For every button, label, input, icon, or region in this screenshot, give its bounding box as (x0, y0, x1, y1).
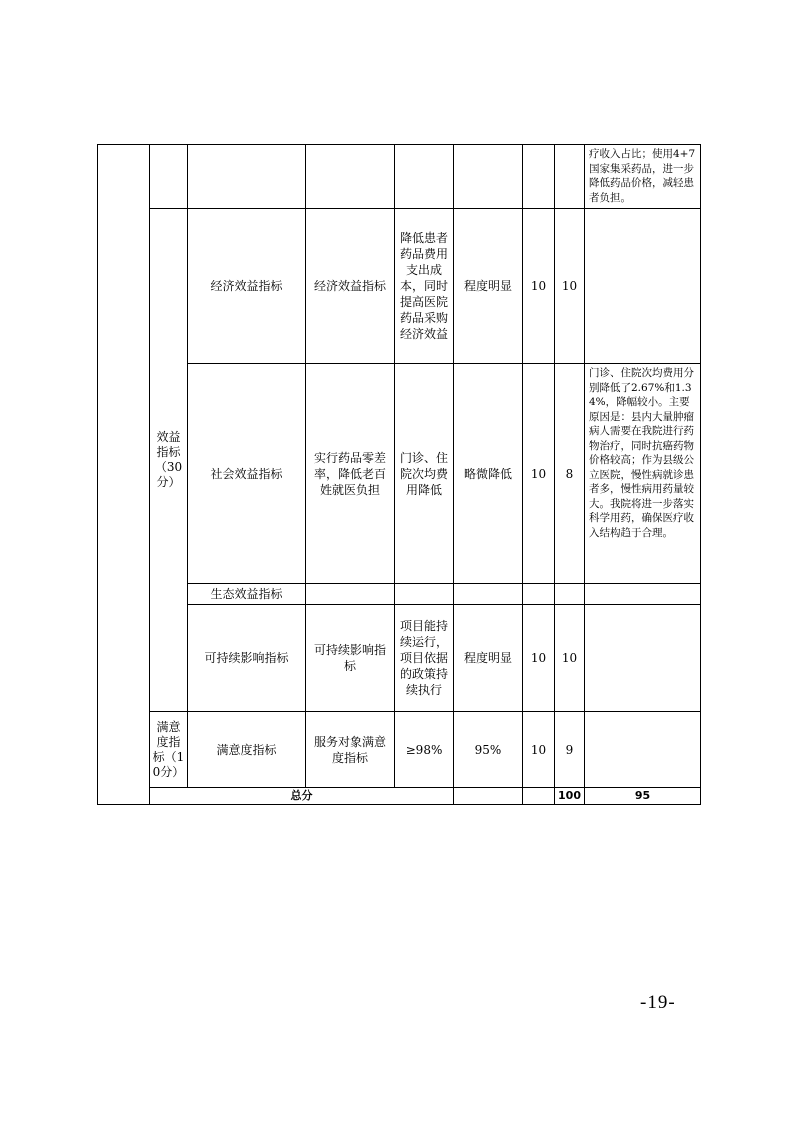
note-cell: 疗收入占比；使用4+7国家集采药品，进一步降低药品价格，减轻患者负担。 (585, 145, 701, 209)
sustainable-note-cell (585, 605, 701, 712)
economic-actual-cell: 程度明显 (454, 209, 523, 364)
performance-table (97, 144, 701, 805)
ecological-indicator-cell (306, 584, 395, 605)
table-row-economic (98, 209, 701, 364)
satisfaction-secondary-cell: 满意度指标 (188, 712, 306, 788)
benefit-category-cell: 效益指标（30分） (150, 209, 188, 712)
target-cell (395, 145, 454, 209)
table-row-social (98, 364, 701, 584)
social-score-cell: 8 (555, 364, 585, 584)
sustainable-indicator-cell: 可持续影响指标 (306, 605, 395, 712)
economic-weight-cell: 10 (523, 209, 555, 364)
total-weight-cell: 100 (555, 788, 585, 805)
sustainable-score-cell: 10 (555, 605, 585, 712)
social-weight-cell: 10 (523, 364, 555, 584)
table-row-ecological (98, 584, 701, 605)
ecological-secondary-cell: 生态效益指标 (188, 584, 306, 605)
satisfaction-note-cell (585, 712, 701, 788)
total-score-cell: 95 (585, 788, 701, 805)
economic-target-cell: 降低患者药品费用支出成本，同时提高医院药品采购经济效益 (395, 209, 454, 364)
weight-cell (523, 145, 555, 209)
secondary-indicator-cell (188, 145, 306, 209)
ecological-score-cell (555, 584, 585, 605)
indicator-cell (306, 145, 395, 209)
economic-score-cell: 10 (555, 209, 585, 364)
satisfaction-target-cell: ≥98% (395, 712, 454, 788)
actual-cell (454, 145, 523, 209)
satisfaction-weight-cell: 10 (523, 712, 555, 788)
table-row-total (98, 788, 701, 805)
satisfaction-actual-cell: 95% (454, 712, 523, 788)
ecological-target-cell (395, 584, 454, 605)
total-target-cell (454, 788, 523, 805)
sustainable-secondary-cell: 可持续影响指标 (188, 605, 306, 712)
sustainable-weight-cell: 10 (523, 605, 555, 712)
table-row-sustainable (98, 605, 701, 712)
first-level-cell (98, 145, 150, 805)
table-row-satisfaction (98, 712, 701, 788)
sustainable-target-cell: 项目能持续运行，项目依据的政策持续执行 (395, 605, 454, 712)
ecological-weight-cell (523, 584, 555, 605)
social-note-cell: 门诊、住院次均费用分别降低了2.67%和1.34%，降幅较小。主要原因是：县内大量肿瘤病人需要在我院进行药物治疗，同时抗癌药物价格较高；作为县级公立医院，慢性病就诊患者多，慢性病用药量较大。我院将进一步落实科学用药，确保医疗收入结构趋于合理。 (585, 364, 701, 584)
economic-secondary-cell: 经济效益指标 (188, 209, 306, 364)
sustainable-actual-cell: 程度明显 (454, 605, 523, 712)
ecological-note-cell (585, 584, 701, 605)
category-cell (150, 145, 188, 209)
satisfaction-category-cell: 满意度指标（10分） (150, 712, 188, 788)
total-actual-cell (523, 788, 555, 805)
social-actual-cell: 略微降低 (454, 364, 523, 584)
page-number: -19- (640, 992, 676, 1013)
score-cell (555, 145, 585, 209)
social-indicator-cell: 实行药品零差率，降低老百姓就医负担 (306, 364, 395, 584)
ecological-actual-cell (454, 584, 523, 605)
economic-indicator-cell: 经济效益指标 (306, 209, 395, 364)
social-secondary-cell: 社会效益指标 (188, 364, 306, 584)
satisfaction-indicator-cell: 服务对象满意度指标 (306, 712, 395, 788)
economic-note-cell (585, 209, 701, 364)
total-label-cell: 总分 (150, 788, 454, 805)
satisfaction-score-cell: 9 (555, 712, 585, 788)
table-row-continuation (98, 145, 701, 209)
social-target-cell: 门诊、住院次均费用降低 (395, 364, 454, 584)
